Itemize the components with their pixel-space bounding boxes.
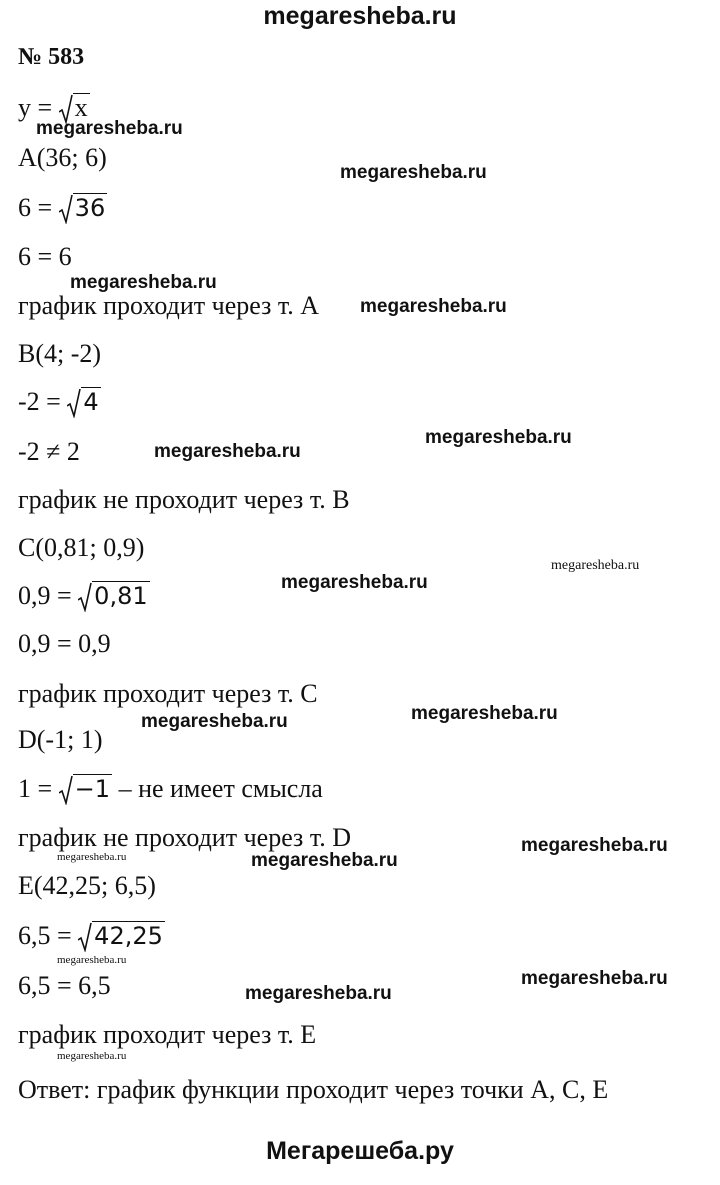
no-sense-note: – не имеет смысла bbox=[112, 774, 323, 803]
function-lhs: y = bbox=[18, 93, 59, 122]
watermark: megaresheba.ru bbox=[57, 1050, 127, 1062]
point-e: E(42,25; 6,5) bbox=[18, 871, 156, 900]
eq-a: 6 = 6 bbox=[18, 242, 72, 271]
problem-number: № 583 bbox=[18, 44, 85, 70]
point-d: D(-1; 1) bbox=[18, 725, 103, 754]
watermark: megaresheba.ru bbox=[36, 118, 183, 139]
point-c: C(0,81; 0,9) bbox=[18, 533, 145, 562]
lhs: 1 = bbox=[18, 774, 59, 803]
radicand: x bbox=[74, 93, 88, 122]
watermark: megaresheba.ru bbox=[141, 711, 288, 732]
eq-c: 0,9 = 0,9 bbox=[18, 629, 111, 658]
radicand: 36 bbox=[74, 194, 106, 222]
radical-sign-icon bbox=[67, 388, 81, 418]
result-e: график проходит через т. E bbox=[18, 1020, 317, 1049]
neq-b: -2 ≠ 2 bbox=[18, 437, 80, 466]
result-b: график не проходит через т. B bbox=[18, 485, 350, 514]
sqrt-minus-1 bbox=[59, 773, 112, 805]
lhs: 6 = bbox=[18, 193, 59, 222]
radical-sign-icon bbox=[59, 775, 73, 805]
radicand: 0,81 bbox=[94, 582, 148, 610]
watermark: megaresheba.ru bbox=[551, 558, 640, 573]
lhs: 6,5 = bbox=[18, 921, 79, 950]
lhs: -2 = bbox=[18, 387, 68, 416]
watermark: megaresheba.ru bbox=[154, 441, 301, 462]
radicand: 42,25 bbox=[94, 922, 163, 950]
radical-sign-icon bbox=[78, 582, 92, 612]
sqrt-4225 bbox=[78, 920, 165, 952]
radicand: −1 bbox=[74, 775, 111, 803]
check-d bbox=[18, 773, 323, 805]
watermark: megaresheba.ru bbox=[360, 296, 507, 317]
site-footer: Мегарешеба.ру bbox=[266, 1137, 454, 1165]
watermark: megaresheba.ru bbox=[411, 703, 558, 724]
watermark: megaresheba.ru bbox=[245, 983, 392, 1004]
sqrt-36 bbox=[59, 192, 108, 224]
check-e bbox=[18, 920, 165, 952]
check-b bbox=[18, 386, 101, 418]
check-c bbox=[18, 580, 150, 612]
radical-sign-icon bbox=[78, 922, 92, 952]
point-a: A(36; 6) bbox=[18, 143, 107, 172]
watermark: megaresheba.ru bbox=[57, 954, 127, 966]
watermark: megaresheba.ru bbox=[281, 572, 428, 593]
watermark: megaresheba.ru bbox=[425, 427, 572, 448]
watermark: megaresheba.ru bbox=[70, 272, 217, 293]
eq-e: 6,5 = 6,5 bbox=[18, 971, 111, 1000]
point-b: B(4; -2) bbox=[18, 339, 102, 368]
watermark: megaresheba.ru bbox=[340, 162, 487, 183]
radicand: 4 bbox=[83, 388, 99, 416]
watermark: megaresheba.ru bbox=[521, 835, 668, 856]
check-a bbox=[18, 192, 107, 224]
answer-line: Ответ: график функции проходит через точки A, C, E bbox=[18, 1075, 609, 1104]
sqrt-081 bbox=[78, 580, 149, 612]
watermark: megaresheba.ru bbox=[57, 851, 127, 863]
result-c: график проходит через т. C bbox=[18, 679, 318, 708]
lhs: 0,9 = bbox=[18, 581, 79, 610]
result-d: график не проходит через т. D bbox=[18, 823, 352, 852]
sqrt-4 bbox=[67, 386, 100, 418]
watermark: megaresheba.ru bbox=[251, 850, 398, 871]
radical-sign-icon bbox=[59, 194, 73, 224]
result-a: график проходит через т. A bbox=[18, 291, 320, 320]
watermark: megaresheba.ru bbox=[521, 968, 668, 989]
site-header: megaresheba.ru bbox=[263, 2, 457, 30]
